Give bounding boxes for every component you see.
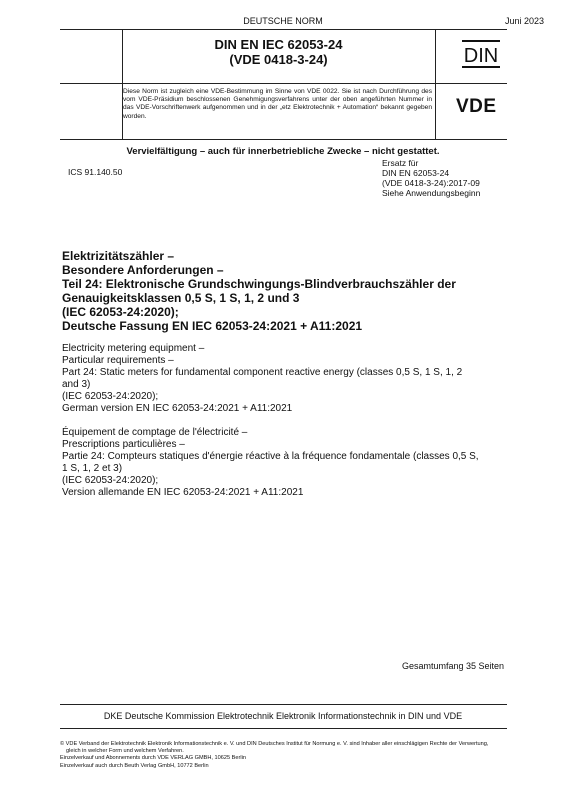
vde-logo: VDE [456, 96, 497, 117]
english-title-line: and 3) [62, 378, 91, 390]
english-title-line: Particular requirements – [62, 354, 174, 366]
replacement-line: (VDE 0418-3-24):2017-09 [382, 178, 480, 188]
french-title-line: Prescriptions particulières – [62, 438, 185, 450]
committee-rule-bottom [60, 728, 507, 729]
french-title-line: Partie 24: Compteurs statiques d'énergie réactive à la fréquence fondamentale (classes 0,5 S, [62, 450, 479, 462]
english-title-line: Electricity metering equipment – [62, 343, 205, 354]
german-title-line: Deutsche Fassung EN IEC 62053-24:2021 + A11:2021 [62, 319, 363, 333]
footer-line: Einzelverkauf auch durch Beuth Verlag GmbH, 10772 Berlin [60, 762, 209, 769]
french-title-line: Équipement de comptage de l'électricité – [62, 427, 248, 438]
vde-notice: Diese Norm ist zugleich eine VDE-Bestimmung im Sinne von VDE 0022. Sie ist nach Durchführung des vom VDE-Präsidium beschlossenen Genehmigungsverfahrens unter der oben angeführten Nummer in das VDE-Vorschriftenwerk aufgenommen und in der „etz Elektrotechnik + Automation“ bekannt gegeben worden. [123, 88, 432, 120]
copyright-footer [60, 741, 550, 770]
committee-rule-top [60, 704, 507, 705]
french-title-line: (IEC 62053-24:2020); [62, 474, 159, 486]
french-title-line: Version allemande EN IEC 62053-24:2021 + A11:2021 [62, 486, 304, 498]
english-title-line: (IEC 62053-24:2020); [62, 390, 159, 402]
replacement-info [382, 158, 480, 198]
total-pages: Gesamtumfang 35 Seiten [401, 661, 504, 671]
german-title-line: (IEC 62053-24:2020); [62, 305, 179, 319]
french-title-line: 1 S, 1, 2 et 3) [62, 462, 123, 474]
german-title-line: Teil 24: Elektronische Grundschwingungs-Blindverbrauchszähler der [62, 277, 456, 291]
header-divider-right [435, 29, 436, 140]
german-title [62, 249, 522, 333]
german-title-line: Elektrizitätszähler – [62, 249, 175, 263]
document-title [122, 36, 435, 67]
header-rule-top [60, 29, 507, 30]
reproduction-notice: Vervielfältigung – auch für innerbetriebliche Zwecke – nicht gestattet. [126, 146, 440, 157]
replacement-line: Siehe Anwendungsbeginn [382, 188, 481, 198]
english-title [62, 343, 522, 414]
header-rule-bottom [60, 139, 507, 140]
committee-name: DKE Deutsche Kommission Elektrotechnik Elektronik Informationstechnik in DIN und VDE [103, 711, 463, 721]
standard-type-label: DEUTSCHE NORM [243, 16, 323, 26]
footer-line: gleich in welcher Form und welchem Verfahren. [66, 748, 184, 755]
header-rule-middle [60, 83, 507, 84]
din-logo-text: DIN [463, 45, 499, 67]
german-title-line: Besondere Anforderungen – [62, 263, 224, 277]
vde-number: (VDE 0418-3-24) [229, 52, 328, 67]
ics-code: ICS 91.140.50 [68, 167, 123, 177]
footer-line: Einzelverkauf und Abonnements durch VDE VERLAG GMBH, 10625 Berlin [60, 755, 246, 762]
german-title-line: Genauigkeitsklassen 0,5 S, 1 S, 1, 2 und 3 [62, 291, 300, 305]
french-title [62, 427, 522, 498]
replacement-line: DIN EN 62053-24 [382, 168, 450, 178]
footer-line: © VDE Verband der Elektrotechnik Elektronik Informationstechnik e. V. und DIN Deutsches Institut für Normung e. V. sind Inhaber aller einschlägigen Rechte der Verwertung, [60, 741, 489, 747]
english-title-line: German version EN IEC 62053-24:2021 + A11:2021 [62, 402, 293, 414]
document-number: DIN EN IEC 62053-24 [214, 37, 343, 52]
publication-date: Juni 2023 [504, 16, 544, 26]
replacement-line: Ersatz für [382, 158, 419, 168]
din-logo [462, 40, 500, 68]
english-title-line: Part 24: Static meters for fundamental component reactive energy (classes 0,5 S, 1 S, 1, 2 [62, 366, 463, 378]
